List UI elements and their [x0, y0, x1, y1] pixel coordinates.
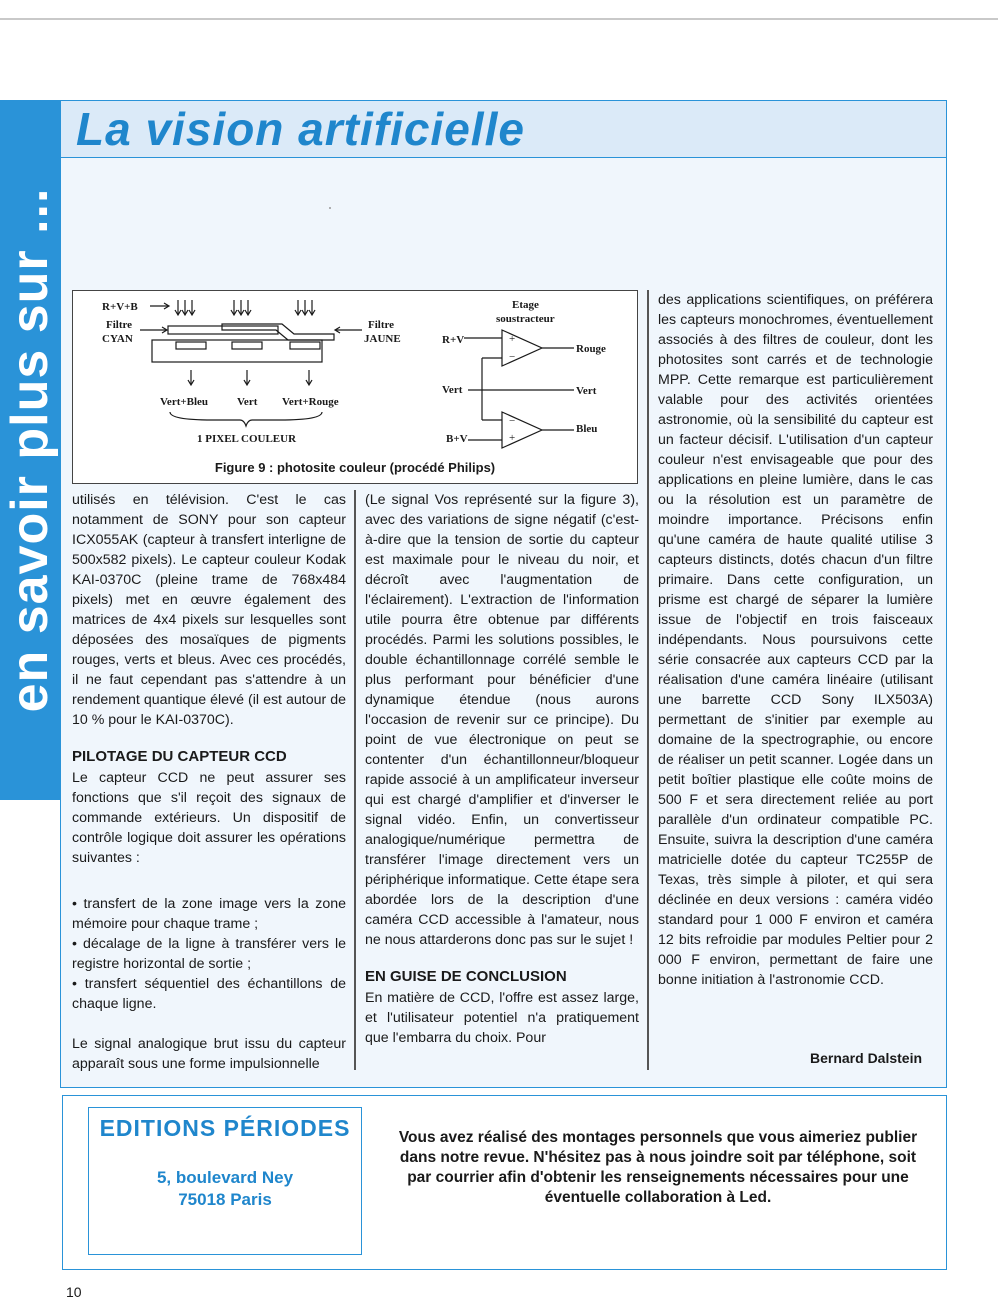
- incoming-light-arrows: [175, 300, 315, 315]
- photosite-2: [232, 342, 262, 349]
- label-rouge: Rouge: [576, 343, 606, 355]
- photosite-3: [290, 342, 320, 349]
- column-3: [658, 290, 933, 990]
- opamp-1: [502, 330, 542, 366]
- label-etage: Etage: [512, 299, 539, 311]
- section-label: en savoir plus sur ...: [1, 187, 59, 713]
- column-divider-1: [354, 490, 356, 1070]
- label-soustracteur: soustracteur: [496, 313, 555, 325]
- col1-paragraph-3: Le signal analogique brut issu du capteur apparaît sous une forme impulsionnelle: [72, 1036, 346, 1072]
- photosite-substrate: [152, 340, 322, 362]
- publisher-address-line-2: 75018 Paris: [178, 1190, 272, 1209]
- label-pixel: 1 PIXEL COULEUR: [197, 433, 297, 445]
- label-out2: Vert: [237, 396, 258, 408]
- page-number: 10: [66, 1284, 82, 1300]
- contribution-appeal: Vous avez réalisé des montages personnels que vous aimeriez publier dans notre revue. N'hésitez pas à nous joindre soit par téléphone, soit par courrier afin d'obtenir les renseignements nécessaires pour une éventuelle collaboration à Led.: [398, 1129, 918, 1206]
- output-arrows: [188, 370, 312, 385]
- label-rv: R+V: [442, 334, 465, 346]
- publisher-name: EDITIONS PÉRIODES: [99, 1115, 351, 1141]
- label-out3: Vert+Rouge: [282, 396, 339, 408]
- page-title: La vision artificielle: [76, 103, 525, 155]
- stray-dot: [329, 207, 331, 209]
- col1-paragraph-1: utilisés en télévision. C'est le cas notamment de SONY pour son capteur ICX055AK (capteur à transfert interligne de 500x582 pixels). Le capteur couleur Kodak KAI-0370C (pleine trame de 768x484 pixels) met en œuvre également des matrices de 4x4 pixels sur lesquelles sont déposées des mosaïques de pigments rouges, verts et bleus. Avec ces procédés, il ne faut cependant pas s'attendre à un rendement quantique élevé (il est autour de 10 % pour le KAI-0370C).: [72, 492, 346, 728]
- column-1: [72, 490, 346, 1074]
- label-cyan: CYAN: [102, 333, 133, 345]
- column-divider-2: [647, 290, 649, 1070]
- col1-paragraph-2: Le capteur CCD ne peut assurer ses fonctions que s'il reçoit des signaux de commande extérieurs. Un dispositif de contrôle logique doit assurer les opérations suivantes :: [72, 770, 346, 866]
- col2-heading: EN GUISE DE CONCLUSION: [365, 968, 567, 985]
- col1-bullet-3: • transfert séquentiel des échantillons de chaque ligne.: [72, 976, 346, 1012]
- label-bv: B+V: [446, 433, 468, 445]
- col1-heading: PILOTAGE DU CAPTEUR CCD: [72, 748, 287, 765]
- label-filtre-jaune: Filtre: [368, 319, 395, 331]
- label-rvb: R+V+B: [102, 301, 138, 313]
- label-vert-out: Vert: [576, 385, 597, 397]
- col2-paragraph-2: En matière de CCD, l'offre est assez large, et l'utilisateur potentiel n'a pratiquement que l'embarra du choix. Pour: [365, 990, 639, 1046]
- opamp2-minus: −: [509, 415, 516, 427]
- col1-bullet-2: • décalage de la ligne à transférer vers le registre horizontal de sortie ;: [72, 936, 346, 972]
- opamp2-plus: +: [509, 432, 516, 444]
- author-credit: Bernard Dalstein: [810, 1050, 923, 1066]
- column-2: [365, 490, 639, 1048]
- col1-bullet-1: • transfert de la zone image vers la zone mémoire pour chaque trame ;: [72, 896, 346, 932]
- photosite-1: [176, 342, 206, 349]
- opamp1-minus: −: [509, 351, 516, 363]
- publisher-address-line-1: 5, boulevard Ney: [156, 1168, 294, 1187]
- label-bleu: Bleu: [576, 423, 598, 435]
- label-vert-in: Vert: [442, 384, 463, 396]
- pixel-brace: [170, 412, 322, 426]
- opamp1-plus: +: [509, 333, 516, 345]
- label-out1: Vert+Bleu: [160, 396, 209, 408]
- top-rule: [0, 18, 998, 20]
- label-filtre-cyan: Filtre: [106, 319, 133, 331]
- col3-paragraph-1: des applications scientifiques, on préférera les capteurs monochromes, éventuellement associés à des filtres de couleur, dont les photosites sont carrés et de technologie MPP. Cette remarque est particulièrement valable pour des activités orientées astronomie, où la sensibilité du capteur est un facteur décisif. L'utilisation d'un capteur couleur n'est envisageable que pour des applications en pleine lumière, dans le cas ou la résolution est un paramètre de moindre importance. Précisons enfin qu'une caméra de haute qualité utilise 3 capteurs distincts, dotés chacun d'un filtre primaire. Dans cette configuration, un prisme est chargé de séparer la lumière issue de l'objectif en trois faisceaux indépendants. Nous poursuivons cette série consacrée aux capteurs CCD par la réalisation d'une caméra linéaire (utilisant une barrette CCD Sony ILX503A) permettant de s'initier par exemple au domaine de la spectrographie, ou encore de réaliser un petit scanner. Logée dans un petit boîtier plastique elle coûte moins de 500 F et sera directement reliée au port parallèle d'un ordinateur compatible PC. Ensuite, suivra la description d'une caméra matricielle dotée du capteur TC255P de Texas, très simple à piloter, et qui sera déclinée en deux versions : caméra vidéo standard pour 1 000 F environ et caméra 12 bits refroidie par modules Peltier pour 2 000 F environ, permettant de faire une bonne initiation à l'astronomie CCD.: [658, 292, 933, 988]
- opamp-2: [502, 412, 542, 448]
- figure-diagram: [72, 290, 638, 484]
- figure-caption: Figure 9 : photosite couleur (procédé Philips): [214, 460, 496, 475]
- label-jaune: JAUNE: [364, 333, 401, 345]
- col2-paragraph-1: (Le signal Vos représenté sur la figure 3), avec des variations de signe négatif (c'est-à-dire que la tension de sortie du capteur est maximale pour le niveau du noir, et décroît avec l'augmentation de l'éclairement). L'extraction de l'information utile pourra être obtenue par différents procédés. Parmi les solutions possibles, le double échantillonnage corrélé semble le plus performant pour bénéficier d'une dynamique étendue (nous aurons l'occasion de revenir sur ce principe). Du point de vue électronique on peut se contenter d'un échantillonneur/bloqueur rapide associé à un amplificateur inverseur qui est chargé d'amplifier et d'inverser le signal vidéo. Enfin, un convertisseur analogique/numérique permettra de transférer l'image directement vers un périphérique informatique. Cette étape sera abordée lors de la description d'une caméra CCD accessible à l'amateur, nous ne nous attarderons donc pas sur le sujet !: [365, 492, 639, 948]
